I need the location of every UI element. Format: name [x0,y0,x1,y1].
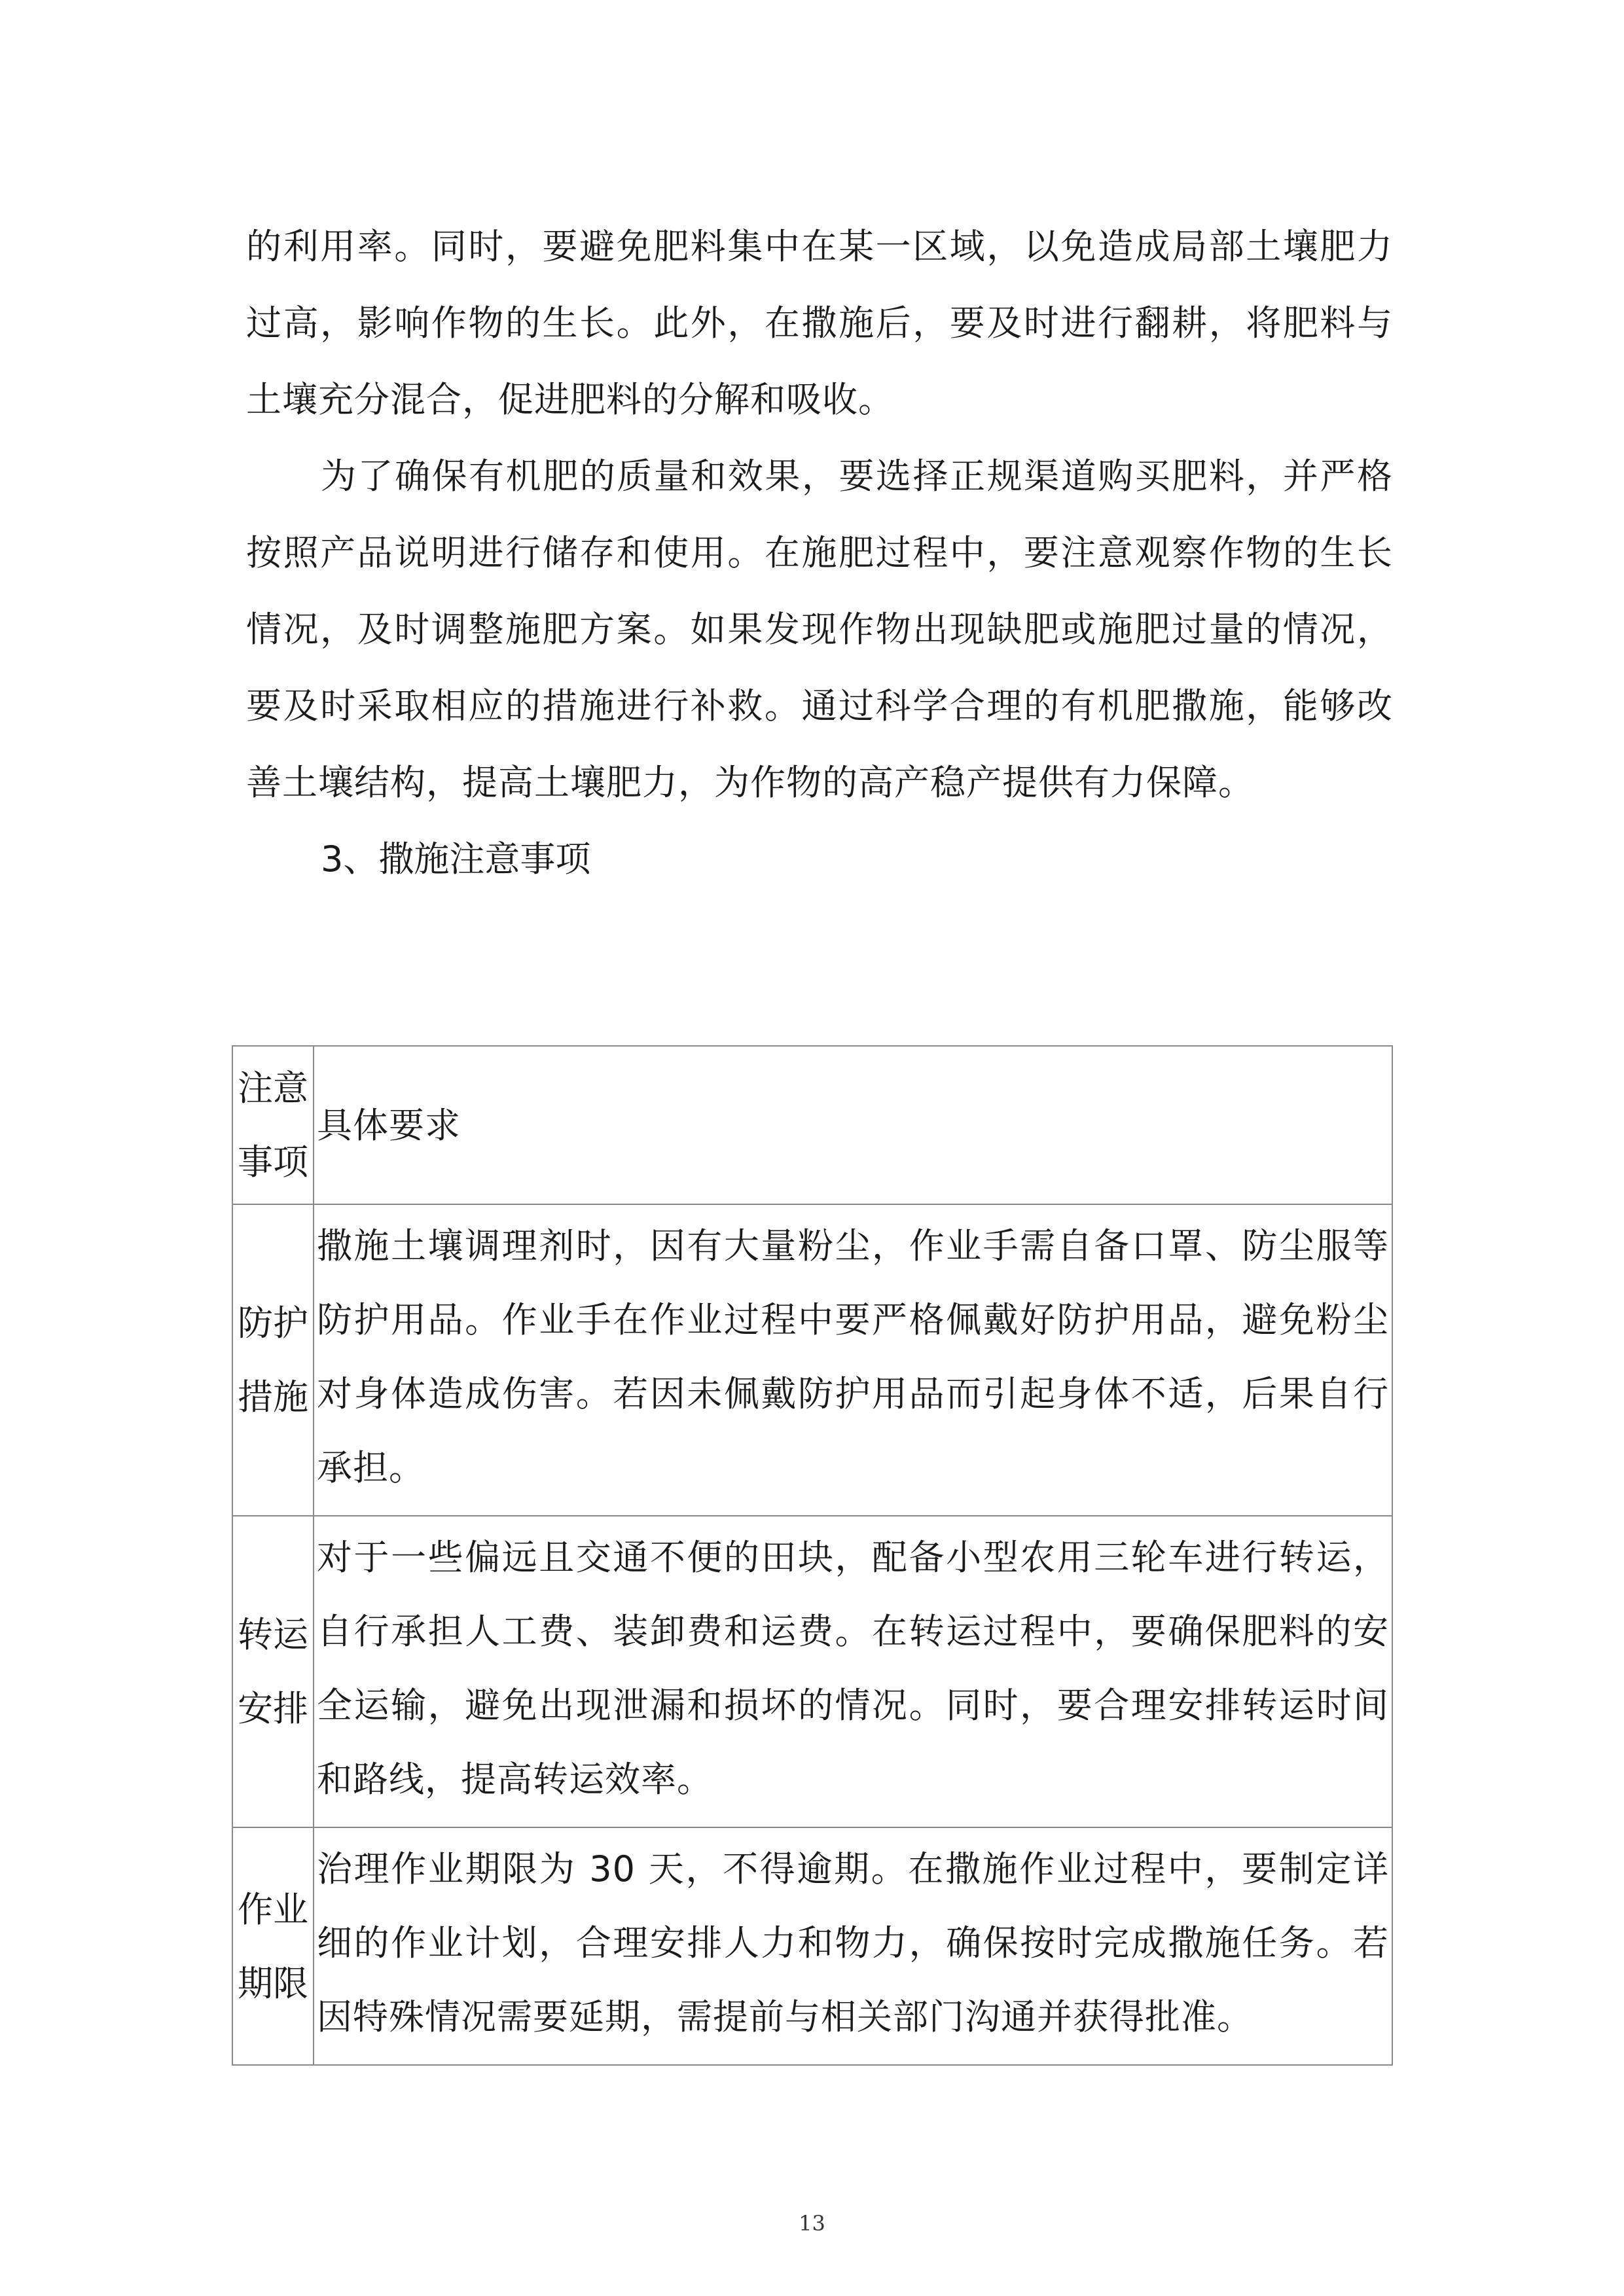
row-key-transport: 转运安排 [232,1516,314,1827]
row-value-deadline: 治理作业期限为 30 天，不得逾期。在撒施作业过程中，要制定详细的作业计划，合理安排人力和物力，确保按时完成撒施任务。若因特殊情况需要延期，需提前与相关部门沟通并获得批准。 [314,1827,1392,2065]
table-header-key: 注意事项 [232,1046,314,1204]
table-row [232,1516,1392,1827]
row-key-protection: 防护措施 [232,1204,314,1516]
table-row [232,1204,1392,1516]
row-value-protection: 撒施土壤调理剂时，因有大量粉尘，作业手需自备口罩、防尘服等防护用品。作业手在作业过程中要严格佩戴好防护用品，避免粉尘对身体造成伤害。若因未佩戴防护用品而引起身体不适，后果自行承担。 [314,1204,1392,1516]
paragraph-quality-assurance: 为了确保有机肥的质量和效果，要选择正规渠道购买肥料，并严格按照产品说明进行储存和使用。在施肥过程中，要注意观察作物的生长情况，及时调整施肥方案。如果发现作物出现缺肥或施肥过量的情况，要及时采取相应的措施进行补救。通过科学合理的有机肥撒施，能够改善土壤结构，提高土壤肥力，为作物的高产稳产提供有力保障。 [246,456,1393,803]
table-row [232,1827,1392,2065]
paragraph-continued: 的利用率。同时，要避免肥料集中在某一区域，以免造成局部土壤肥力过高，影响作物的生长。此外，在撒施后，要及时进行翻耕，将肥料与土壤充分混合，促进肥料的分解和吸收。 [246,226,1393,420]
body-text [246,208,1393,897]
row-key-deadline: 作业期限 [232,1827,314,2065]
table-header-row [232,1046,1392,1204]
table-header-value: 具体要求 [314,1046,1392,1204]
precautions-table [232,1045,1393,2066]
page-number: 13 [799,2211,825,2236]
row-value-transport: 对于一些偏远且交通不便的田块，配备小型农用三轮车进行转运，自行承担人工费、装卸费和运费。在转运过程中，要确保肥料的安全运输，避免出现泄漏和损坏的情况。同时，要合理安排转运时间和路线，提高转运效率。 [314,1516,1392,1827]
section-heading: 3、撒施注意事项 [321,838,591,880]
